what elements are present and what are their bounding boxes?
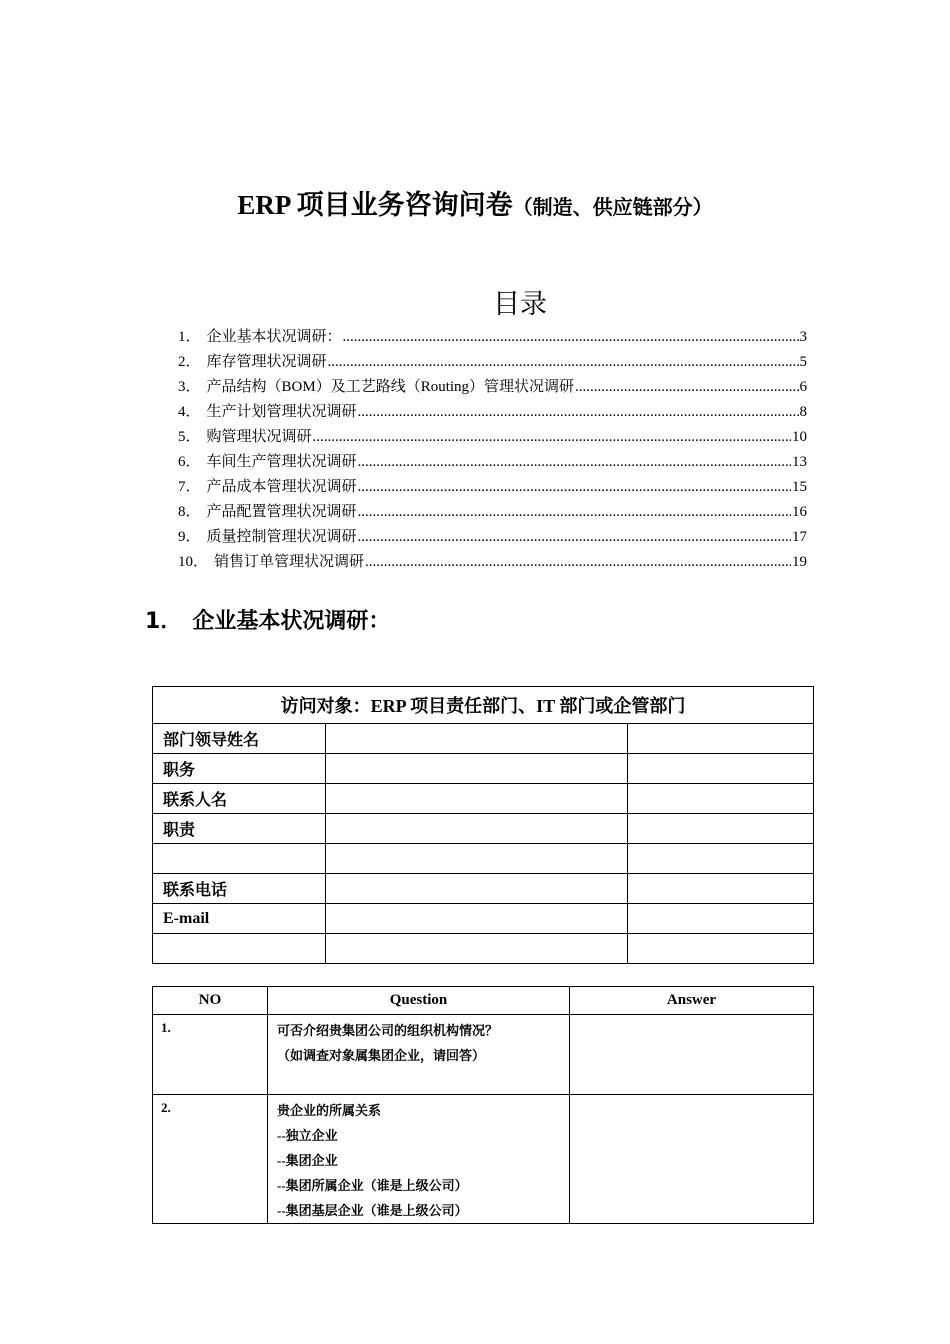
table-header-row [153, 987, 814, 1015]
column-header-question: Question [268, 987, 570, 1015]
toc-item-page: 19 [792, 554, 807, 570]
table-row [153, 844, 814, 874]
toc-item-page: 5 [799, 354, 807, 370]
toc-leader-dots [313, 425, 791, 450]
toc-leader-dots [328, 350, 799, 375]
toc-item-number: 5． [178, 429, 201, 445]
question-line: --集团所属企业（谁是上级公司） [277, 1178, 468, 1193]
value-cell[interactable] [326, 874, 628, 904]
toc-item[interactable] [178, 450, 807, 475]
table-row [153, 1095, 814, 1224]
row-label: 联系电话 [153, 874, 326, 904]
row-label: 部门领导姓名 [153, 724, 326, 754]
value-cell[interactable] [326, 814, 628, 844]
question-table [152, 986, 814, 1224]
toc-item-label: 销售订单管理状况调研 [214, 554, 365, 570]
answer-cell[interactable] [570, 1095, 814, 1224]
table-row [153, 754, 814, 784]
value-cell[interactable] [326, 754, 628, 784]
toc-leader-dots [358, 500, 791, 525]
question-line: 可否介绍贵集团公司的组织机构情况？ [277, 1023, 499, 1038]
toc-item-label: 购管理状况调研 [206, 429, 312, 445]
table-row [153, 1015, 814, 1095]
table-row [153, 814, 814, 844]
section-heading [145, 604, 390, 635]
toc-item-page: 3 [799, 329, 807, 345]
table-row [153, 934, 814, 964]
toc-item-page: 8 [799, 404, 807, 420]
document-title [0, 183, 950, 222]
question-line: 贵企业的所属关系 [277, 1103, 382, 1118]
row-label [153, 844, 326, 874]
table-row [153, 724, 814, 754]
row-label [153, 934, 326, 964]
table-row [153, 904, 814, 934]
question-text [268, 1015, 570, 1095]
section-title: 企业基本状况调研： [192, 609, 391, 634]
toc-item[interactable] [178, 375, 807, 400]
toc-item-page: 15 [792, 479, 807, 495]
toc-leader-dots [358, 400, 799, 425]
toc-item-label: 库存管理状况调研 [206, 354, 327, 370]
toc-leader-dots [358, 450, 791, 475]
title-main: ERP 项目业务咨询问卷 [237, 190, 513, 220]
toc-item-page: 16 [792, 504, 807, 520]
toc-leader-dots [358, 475, 791, 500]
extra-cell[interactable] [628, 784, 814, 814]
answer-cell[interactable] [570, 1015, 814, 1095]
title-subtitle: （制造、供应链部分） [512, 197, 713, 219]
toc-item[interactable] [178, 475, 807, 500]
extra-cell[interactable] [628, 934, 814, 964]
value-cell[interactable] [326, 844, 628, 874]
toc-item[interactable] [178, 550, 807, 575]
row-label: E-mail [153, 904, 326, 934]
toc-item-number: 9． [178, 529, 201, 545]
toc-item[interactable] [178, 500, 807, 525]
toc-leader-dots [343, 325, 799, 350]
column-header-answer: Answer [570, 987, 814, 1015]
extra-cell[interactable] [628, 814, 814, 844]
toc-item[interactable] [178, 400, 807, 425]
question-number: 1. [153, 1015, 268, 1095]
toc-item-number: 8． [178, 504, 201, 520]
toc-item-number: 6． [178, 454, 201, 470]
extra-cell[interactable] [628, 754, 814, 784]
value-cell[interactable] [326, 784, 628, 814]
extra-cell[interactable] [628, 874, 814, 904]
toc-item[interactable] [178, 350, 807, 375]
row-label: 联系人名 [153, 784, 326, 814]
column-header-no: NO [153, 987, 268, 1015]
question-number: 2. [153, 1095, 268, 1224]
contact-info-table [152, 686, 814, 964]
toc-item-page: 6 [799, 379, 807, 395]
value-cell[interactable] [326, 724, 628, 754]
toc-item-label: 质量控制管理状况调研 [206, 529, 357, 545]
toc-item-label: 产品成本管理状况调研 [206, 479, 357, 495]
extra-cell[interactable] [628, 724, 814, 754]
toc-item-page: 13 [792, 454, 807, 470]
question-line: （如调查对象属集团企业，请回答） [277, 1048, 486, 1063]
toc-item-number: 7． [178, 479, 201, 495]
value-cell[interactable] [326, 934, 628, 964]
toc-item[interactable] [178, 325, 807, 350]
row-label: 职务 [153, 754, 326, 784]
toc-item-label: 生产计划管理状况调研 [206, 404, 357, 420]
toc-item-label: 产品配置管理状况调研 [206, 504, 357, 520]
contact-table-header: 访问对象：ERP 项目责任部门、IT 部门或企管部门 [153, 687, 814, 724]
extra-cell[interactable] [628, 904, 814, 934]
toc-heading: 目录 [493, 289, 547, 320]
value-cell[interactable] [326, 904, 628, 934]
toc-leader-dots [365, 550, 791, 575]
question-line: --独立企业 [277, 1128, 338, 1143]
toc-item[interactable] [178, 525, 807, 550]
table-of-contents [178, 325, 807, 575]
toc-item-page: 17 [792, 529, 807, 545]
toc-item-page: 10 [792, 429, 807, 445]
table-row [153, 784, 814, 814]
toc-item-number: 4． [178, 404, 201, 420]
toc-item-label: 产品结构（BOM）及工艺路线（Routing）管理状况调研 [206, 379, 575, 395]
toc-item[interactable] [178, 425, 807, 450]
toc-item-number: 3． [178, 379, 201, 395]
question-line: --集团企业 [277, 1153, 338, 1168]
toc-leader-dots [358, 525, 791, 550]
extra-cell[interactable] [628, 844, 814, 874]
toc-item-label: 企业基本状况调研： [206, 329, 342, 345]
row-label: 职责 [153, 814, 326, 844]
toc-item-number: 1． [178, 329, 201, 345]
question-line: --集团基层企业（谁是上级公司） [277, 1203, 468, 1218]
table-row [153, 874, 814, 904]
toc-leader-dots [575, 375, 798, 400]
section-number: 1． [145, 609, 183, 634]
toc-item-label: 车间生产管理状况调研 [206, 454, 357, 470]
question-text [268, 1095, 570, 1224]
toc-item-number: 2． [178, 354, 201, 370]
toc-item-number: 10． [178, 554, 209, 570]
